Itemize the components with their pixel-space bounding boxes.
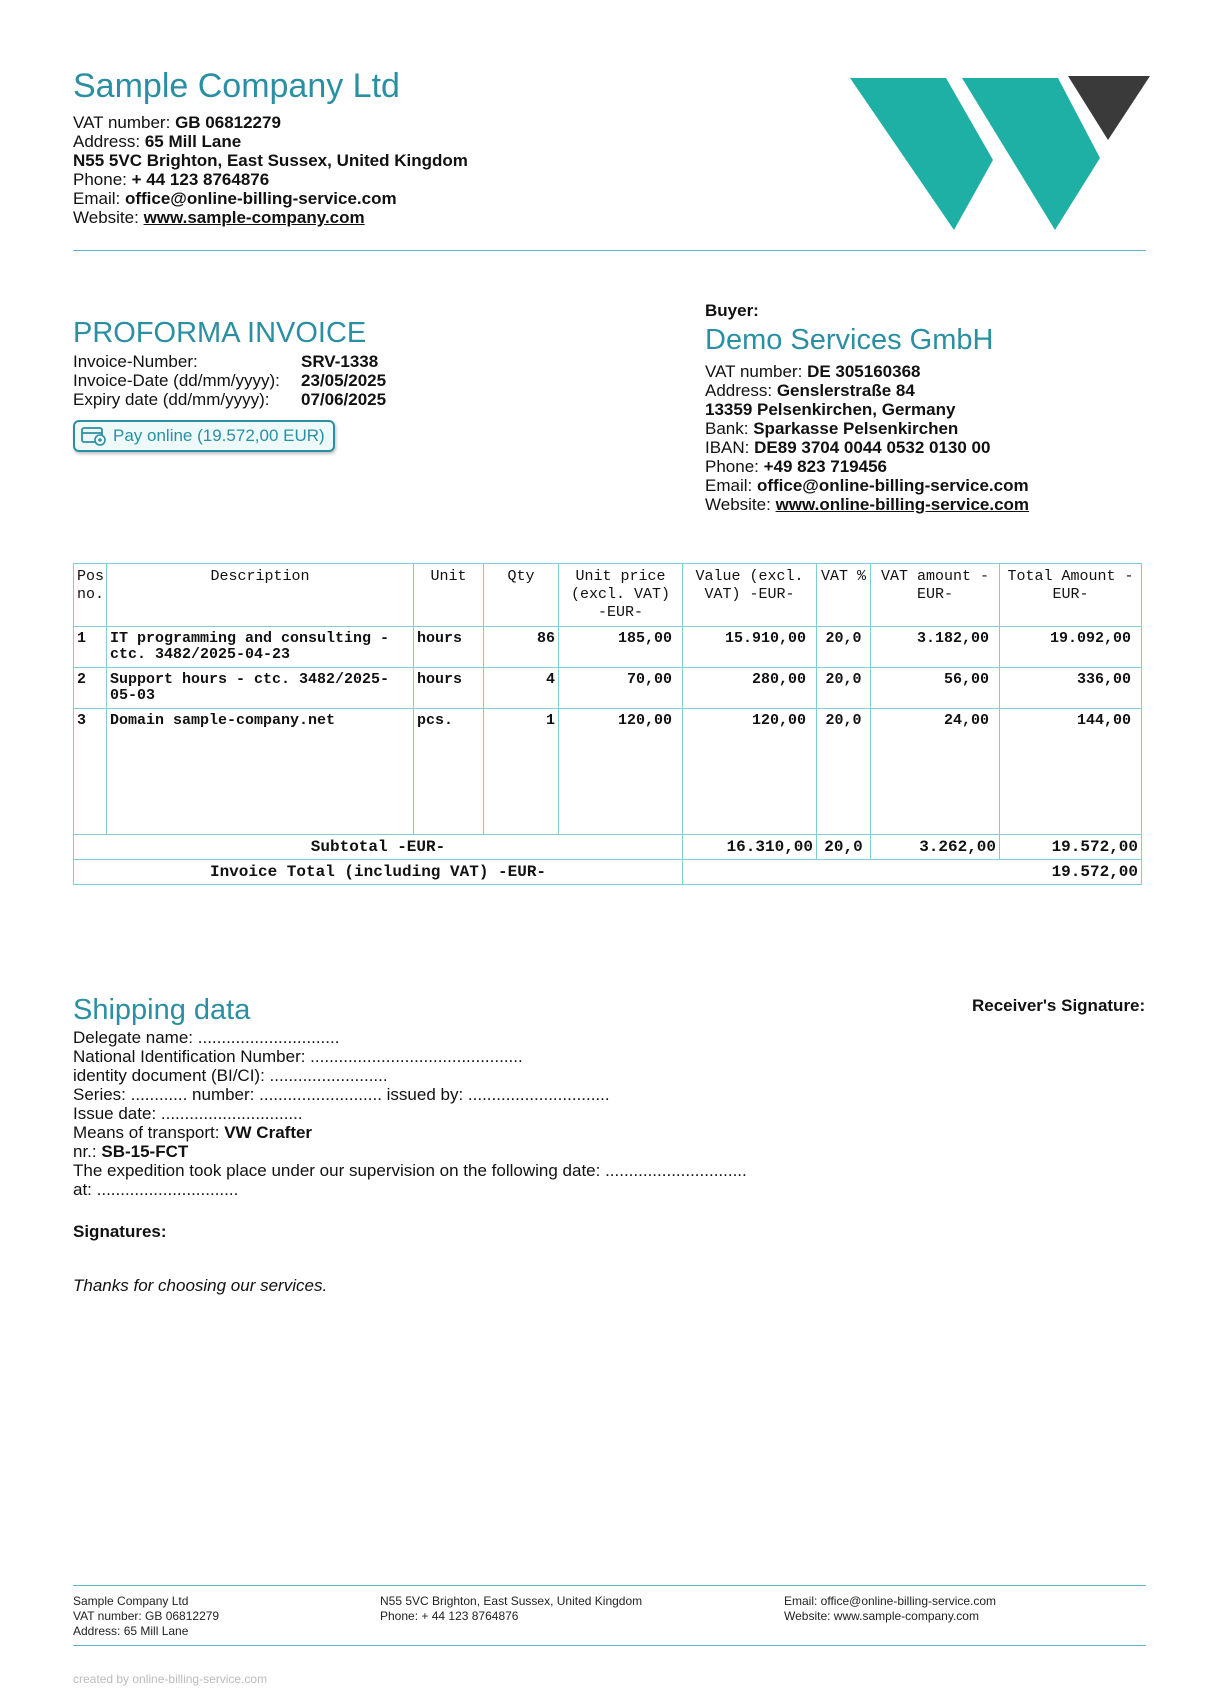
subtotal-label: Subtotal -EUR- <box>74 835 683 860</box>
seller-address1: 65 Mill Lane <box>144 132 242 151</box>
col-unit-price: Unit price (excl. VAT) -EUR- <box>559 564 683 627</box>
buyer-website-link[interactable]: www.online-billing-service.com <box>775 495 1030 514</box>
invoice-number: SRV-1338 <box>301 352 379 371</box>
website-label: Website: <box>73 208 139 227</box>
row-unit: hours <box>414 627 484 668</box>
subtotal-vat: 20,0 <box>817 835 871 860</box>
col-value: Value (excl. VAT) -EUR- <box>683 564 817 627</box>
row-qty: 86 <box>484 627 559 668</box>
buyer-phone: +49 823 719456 <box>763 457 887 476</box>
expiry-date-label: Expiry date (dd/mm/yyyy): <box>73 390 270 409</box>
table-row <box>74 668 1142 709</box>
at-line: at: .............................. <box>73 1180 239 1199</box>
nr-label: nr.: <box>73 1142 97 1161</box>
row-vat: 20,0 <box>817 627 871 668</box>
transport-value: VW Crafter <box>224 1123 313 1142</box>
row-description: IT programming and consulting - ctc. 3482/2025-04-23 <box>107 627 414 668</box>
col-vat-pct: VAT % <box>817 564 871 627</box>
items-table <box>73 563 1142 885</box>
row-unit: hours <box>414 668 484 709</box>
row-total: 336,00 <box>1000 668 1142 709</box>
signatures-label: Signatures: <box>73 1222 167 1241</box>
invoice-number-label: Invoice-Number: <box>73 352 198 371</box>
footer-divider-top <box>73 1585 1146 1586</box>
row-value: 15.910,00 <box>683 627 817 668</box>
seller-vat: GB 06812279 <box>175 113 281 132</box>
issue-date-line: Issue date: .............................. <box>73 1104 303 1123</box>
created-by-note: created by online-billing-service.com <box>73 1672 268 1686</box>
identity-document-line: identity document (BI/CI): ......................... <box>73 1066 388 1085</box>
expedition-line: The expedition took place under our supervision on the following date: .............................. <box>73 1161 747 1180</box>
delegate-name-line: Delegate name: .............................. <box>73 1028 340 1047</box>
row-vat-amount: 24,00 <box>871 709 1000 835</box>
table-row <box>74 627 1142 668</box>
col-qty: Qty <box>484 564 559 627</box>
national-id-line: National Identification Number: ............................................. <box>73 1047 523 1066</box>
invoice-title: PROFORMA INVOICE <box>73 317 367 349</box>
footer-col-contact <box>784 1594 996 1624</box>
row-total: 19.092,00 <box>1000 627 1142 668</box>
payment-card-icon <box>81 426 107 446</box>
seller-email[interactable]: office@online-billing-service.com <box>124 189 397 208</box>
footer-col-company <box>73 1594 219 1639</box>
address-label: Address: <box>73 132 141 151</box>
col-unit: Unit <box>414 564 484 627</box>
company-name: Sample Company Ltd <box>73 67 400 105</box>
row-pos: 2 <box>74 668 107 709</box>
phone-label: Phone: <box>73 170 127 189</box>
buyer-address-label: Address: <box>705 381 773 400</box>
footer-col-address <box>380 1594 642 1624</box>
subtotal-row <box>74 835 1142 860</box>
col-vat-amount: VAT amount -EUR- <box>871 564 1000 627</box>
buyer-label: Buyer: <box>705 301 759 320</box>
grand-total-row <box>74 860 1142 885</box>
seller-phone: + 44 123 8764876 <box>131 170 270 189</box>
row-total: 144,00 <box>1000 709 1142 835</box>
footer-line: VAT number: GB 06812279 <box>73 1609 220 1623</box>
invoice-date-label: Invoice-Date (dd/mm/yyyy): <box>73 371 280 390</box>
buyer-details <box>705 362 1029 514</box>
header-divider <box>73 250 1146 251</box>
pay-online-button[interactable] <box>73 420 335 452</box>
table-header-row <box>74 564 1142 627</box>
vat-label: VAT number: <box>73 113 171 132</box>
seller-address2: N55 5VC Brighton, East Sussex, United Kingdom <box>73 151 468 170</box>
buyer-iban-label: IBAN: <box>705 438 750 457</box>
row-qty: 4 <box>484 668 559 709</box>
transport-label: Means of transport: <box>73 1123 220 1142</box>
buyer-iban: DE89 3704 0044 0532 0130 00 <box>754 438 991 457</box>
buyer-vat-label: VAT number: <box>705 362 803 381</box>
buyer-address2: 13359 Pelsenkirchen, Germany <box>705 400 956 419</box>
row-description: Domain sample-company.net <box>107 709 414 835</box>
subtotal-value: 16.310,00 <box>683 835 817 860</box>
row-pos: 3 <box>74 709 107 835</box>
buyer-phone-label: Phone: <box>705 457 759 476</box>
row-vat-amount: 56,00 <box>871 668 1000 709</box>
shipping-details <box>73 1028 747 1199</box>
expiry-date: 07/06/2025 <box>301 390 387 409</box>
grand-total-value: 19.572,00 <box>683 860 1142 885</box>
buyer-bank-label: Bank: <box>705 419 749 438</box>
row-unit-price: 70,00 <box>559 668 683 709</box>
logo-stroke-left <box>850 78 993 230</box>
table-row <box>74 709 1142 835</box>
pay-online-label: Pay online (19.572,00 EUR) <box>113 426 325 445</box>
buyer-address1: Genslerstraße 84 <box>776 381 915 400</box>
footer-line: Sample Company Ltd <box>73 1594 189 1608</box>
buyer-bank: Sparkasse Pelsenkirchen <box>753 419 959 438</box>
seller-details <box>73 113 468 227</box>
col-pos: Pos no. <box>74 564 107 627</box>
invoice-date: 23/05/2025 <box>301 371 387 390</box>
buyer-email[interactable]: office@online-billing-service.com <box>756 476 1029 495</box>
nr-value: SB-15-FCT <box>101 1142 189 1161</box>
invoice-info <box>73 352 386 409</box>
seller-website-link[interactable]: www.sample-company.com <box>143 208 365 227</box>
row-unit-price: 185,00 <box>559 627 683 668</box>
footer-line: N55 5VC Brighton, East Sussex, United Kingdom <box>380 1594 643 1608</box>
row-vat: 20,0 <box>817 668 871 709</box>
buyer-name: Demo Services GmbH <box>705 324 994 356</box>
buyer-vat: DE 305160368 <box>807 362 921 381</box>
row-vat-amount: 3.182,00 <box>871 627 1000 668</box>
subtotal-vat-amount: 3.262,00 <box>871 835 1000 860</box>
thanks-note: Thanks for choosing our services. <box>73 1276 328 1295</box>
row-qty: 1 <box>484 709 559 835</box>
receiver-signature-label: Receiver's Signature: <box>972 996 1146 1015</box>
row-pos: 1 <box>74 627 107 668</box>
footer-divider-bottom <box>73 1645 1146 1646</box>
subtotal-total: 19.572,00 <box>1000 835 1142 860</box>
row-unit: pcs. <box>414 709 484 835</box>
buyer-website-label: Website: <box>705 495 771 514</box>
company-logo <box>850 74 1150 230</box>
series-line: Series: ............ number: .......................... issued by: .............................. <box>73 1085 610 1104</box>
buyer-email-label: Email: <box>705 476 753 495</box>
row-unit-price: 120,00 <box>559 709 683 835</box>
email-label: Email: <box>73 189 121 208</box>
shipping-title: Shipping data <box>73 994 251 1026</box>
footer-line: Phone: + 44 123 8764876 <box>380 1609 519 1623</box>
footer-line: Website: www.sample-company.com <box>784 1609 979 1623</box>
footer-line: Email: office@online-billing-service.com <box>784 1594 997 1608</box>
footer-line: Address: 65 Mill Lane <box>73 1624 189 1638</box>
col-total: Total Amount -EUR- <box>1000 564 1142 627</box>
col-description: Description <box>107 564 414 627</box>
row-value: 120,00 <box>683 709 817 835</box>
row-value: 280,00 <box>683 668 817 709</box>
row-description: Support hours - ctc. 3482/2025-05-03 <box>107 668 414 709</box>
row-vat: 20,0 <box>817 709 871 835</box>
grand-total-label: Invoice Total (including VAT) -EUR- <box>74 860 683 885</box>
